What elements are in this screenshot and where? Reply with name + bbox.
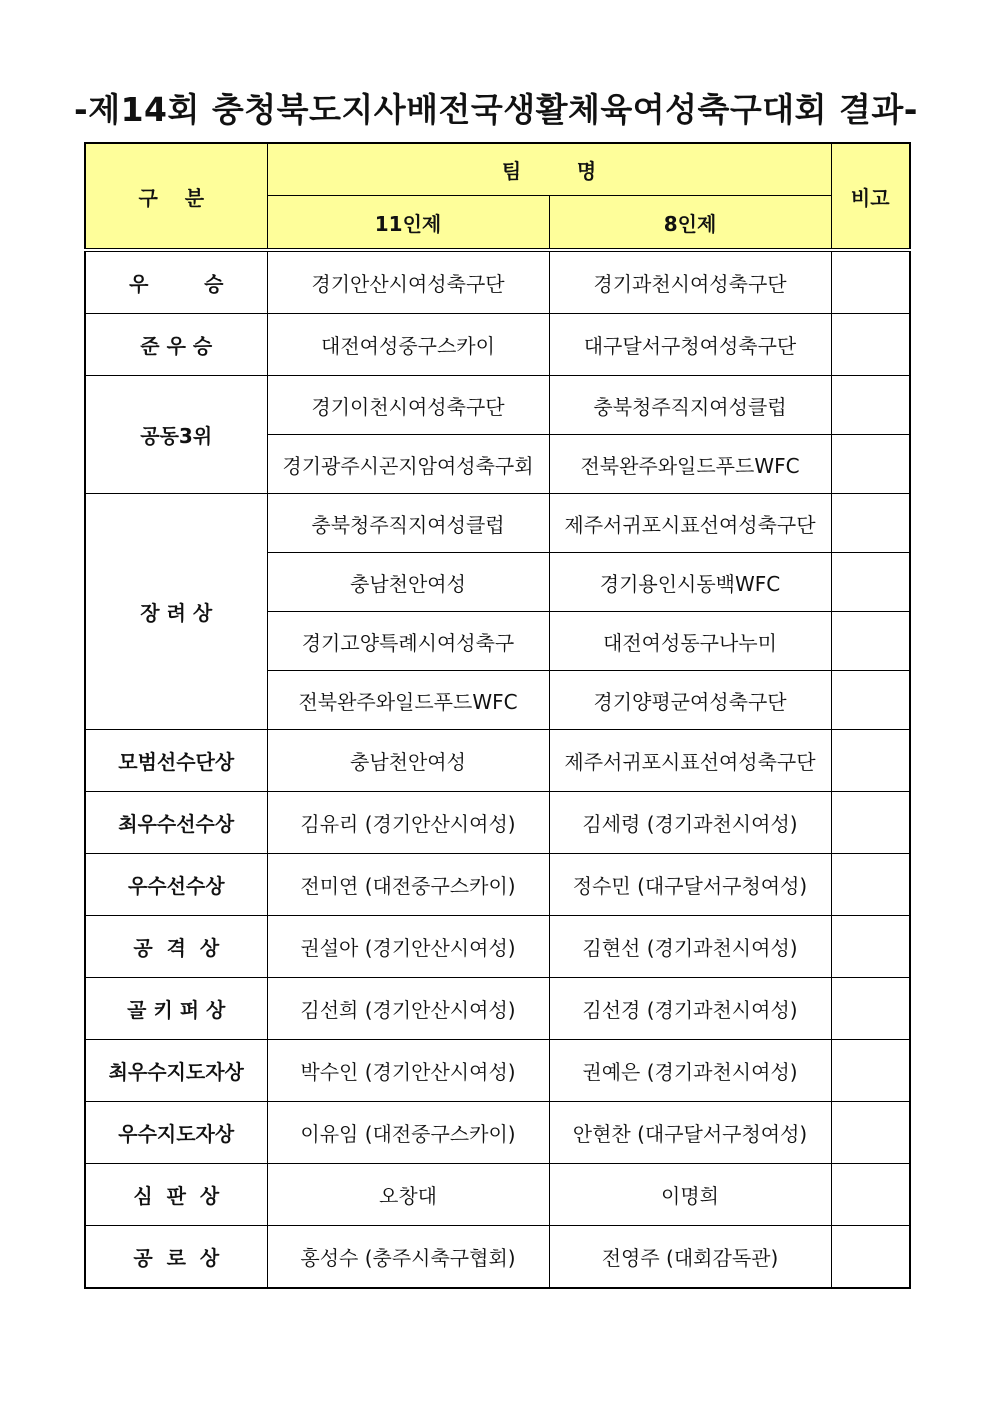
table-row (85, 494, 910, 553)
eleven-a-side-cell: 김선희 (경기안산시여성) (267, 978, 549, 1040)
eleven-a-side-cell: 대전여성중구스카이 (267, 314, 549, 376)
note-cell (831, 854, 910, 916)
eight-a-side-cell: 제주서귀포시표선여성축구단 (549, 494, 831, 553)
eight-a-side-cell: 경기과천시여성축구단 (549, 250, 831, 314)
eight-a-side-cell: 김현선 (경기과천시여성) (549, 916, 831, 978)
note-cell (831, 1226, 910, 1289)
note-cell (831, 612, 910, 671)
eleven-a-side-cell: 경기안산시여성축구단 (267, 250, 549, 314)
eight-a-side-cell: 김선경 (경기과천시여성) (549, 978, 831, 1040)
award-category: 골 키 퍼 상 (85, 978, 267, 1040)
note-cell (831, 916, 910, 978)
eleven-a-side-header: 11인제 (267, 196, 549, 251)
team-name-header: 팀 명 (267, 143, 831, 196)
award-category: 우 승 (85, 250, 267, 314)
table-row (85, 1102, 910, 1164)
table-row (85, 1164, 910, 1226)
note-header: 비고 (831, 143, 910, 250)
award-category: 공동3위 (85, 376, 267, 494)
eight-a-side-cell: 경기양평군여성축구단 (549, 671, 831, 730)
eight-a-side-cell: 대구달서구청여성축구단 (549, 314, 831, 376)
header-row (85, 143, 910, 196)
award-category: 공 로 상 (85, 1226, 267, 1289)
table-row (85, 978, 910, 1040)
note-cell (831, 978, 910, 1040)
eleven-a-side-cell: 충남천안여성 (267, 730, 549, 792)
note-cell (831, 792, 910, 854)
note-cell (831, 250, 910, 314)
eleven-a-side-cell: 홍성수 (충주시축구협회) (267, 1226, 549, 1289)
note-cell (831, 553, 910, 612)
table-row (85, 916, 910, 978)
eight-a-side-header: 8인제 (549, 196, 831, 251)
eleven-a-side-cell: 김유리 (경기안산시여성) (267, 792, 549, 854)
award-category: 최우수지도자상 (85, 1040, 267, 1102)
note-cell (831, 376, 910, 435)
eleven-a-side-cell: 경기광주시곤지암여성축구회 (267, 435, 549, 494)
award-category: 심 판 상 (85, 1164, 267, 1226)
eight-a-side-cell: 이명희 (549, 1164, 831, 1226)
page-title: -제14회 충청북도지사배전국생활체육여성축구대회 결과- (74, 90, 918, 129)
eleven-a-side-cell: 권설아 (경기안산시여성) (267, 916, 549, 978)
eleven-a-side-cell: 전미연 (대전중구스카이) (267, 854, 549, 916)
note-cell (831, 1102, 910, 1164)
note-cell (831, 314, 910, 376)
table-row (85, 1040, 910, 1102)
results-table (84, 142, 911, 1289)
eleven-a-side-cell: 오창대 (267, 1164, 549, 1226)
table-row (85, 1226, 910, 1289)
award-category: 최우수선수상 (85, 792, 267, 854)
award-category: 장 려 상 (85, 494, 267, 730)
eight-a-side-cell: 안현찬 (대구달서구청여성) (549, 1102, 831, 1164)
eleven-a-side-cell: 충북청주직지여성클럽 (267, 494, 549, 553)
note-cell (831, 435, 910, 494)
table-row (85, 792, 910, 854)
award-category: 우수선수상 (85, 854, 267, 916)
eight-a-side-cell: 정수민 (대구달서구청여성) (549, 854, 831, 916)
eleven-a-side-cell: 충남천안여성 (267, 553, 549, 612)
eleven-a-side-cell: 경기이천시여성축구단 (267, 376, 549, 435)
table-row (85, 314, 910, 376)
eleven-a-side-cell: 박수인 (경기안산시여성) (267, 1040, 549, 1102)
award-category: 공 격 상 (85, 916, 267, 978)
award-category: 준 우 승 (85, 314, 267, 376)
eight-a-side-cell: 경기용인시동백WFC (549, 553, 831, 612)
note-cell (831, 671, 910, 730)
eleven-a-side-cell: 경기고양특례시여성축구 (267, 612, 549, 671)
category-header: 구 분 (85, 143, 267, 250)
note-cell (831, 1040, 910, 1102)
eleven-a-side-cell: 전북완주와일드푸드WFC (267, 671, 549, 730)
eight-a-side-cell: 전영주 (대회감독관) (549, 1226, 831, 1289)
note-cell (831, 730, 910, 792)
award-category: 모범선수단상 (85, 730, 267, 792)
eight-a-side-cell: 제주서귀포시표선여성축구단 (549, 730, 831, 792)
eight-a-side-cell: 김세령 (경기과천시여성) (549, 792, 831, 854)
award-category: 우수지도자상 (85, 1102, 267, 1164)
eight-a-side-cell: 권예은 (경기과천시여성) (549, 1040, 831, 1102)
eleven-a-side-cell: 이유임 (대전중구스카이) (267, 1102, 549, 1164)
table-row (85, 730, 910, 792)
table-row (85, 854, 910, 916)
eight-a-side-cell: 대전여성동구나누미 (549, 612, 831, 671)
table-row (85, 376, 910, 435)
table-row (85, 250, 910, 314)
eight-a-side-cell: 충북청주직지여성클럽 (549, 376, 831, 435)
note-cell (831, 494, 910, 553)
note-cell (831, 1164, 910, 1226)
eight-a-side-cell: 전북완주와일드푸드WFC (549, 435, 831, 494)
